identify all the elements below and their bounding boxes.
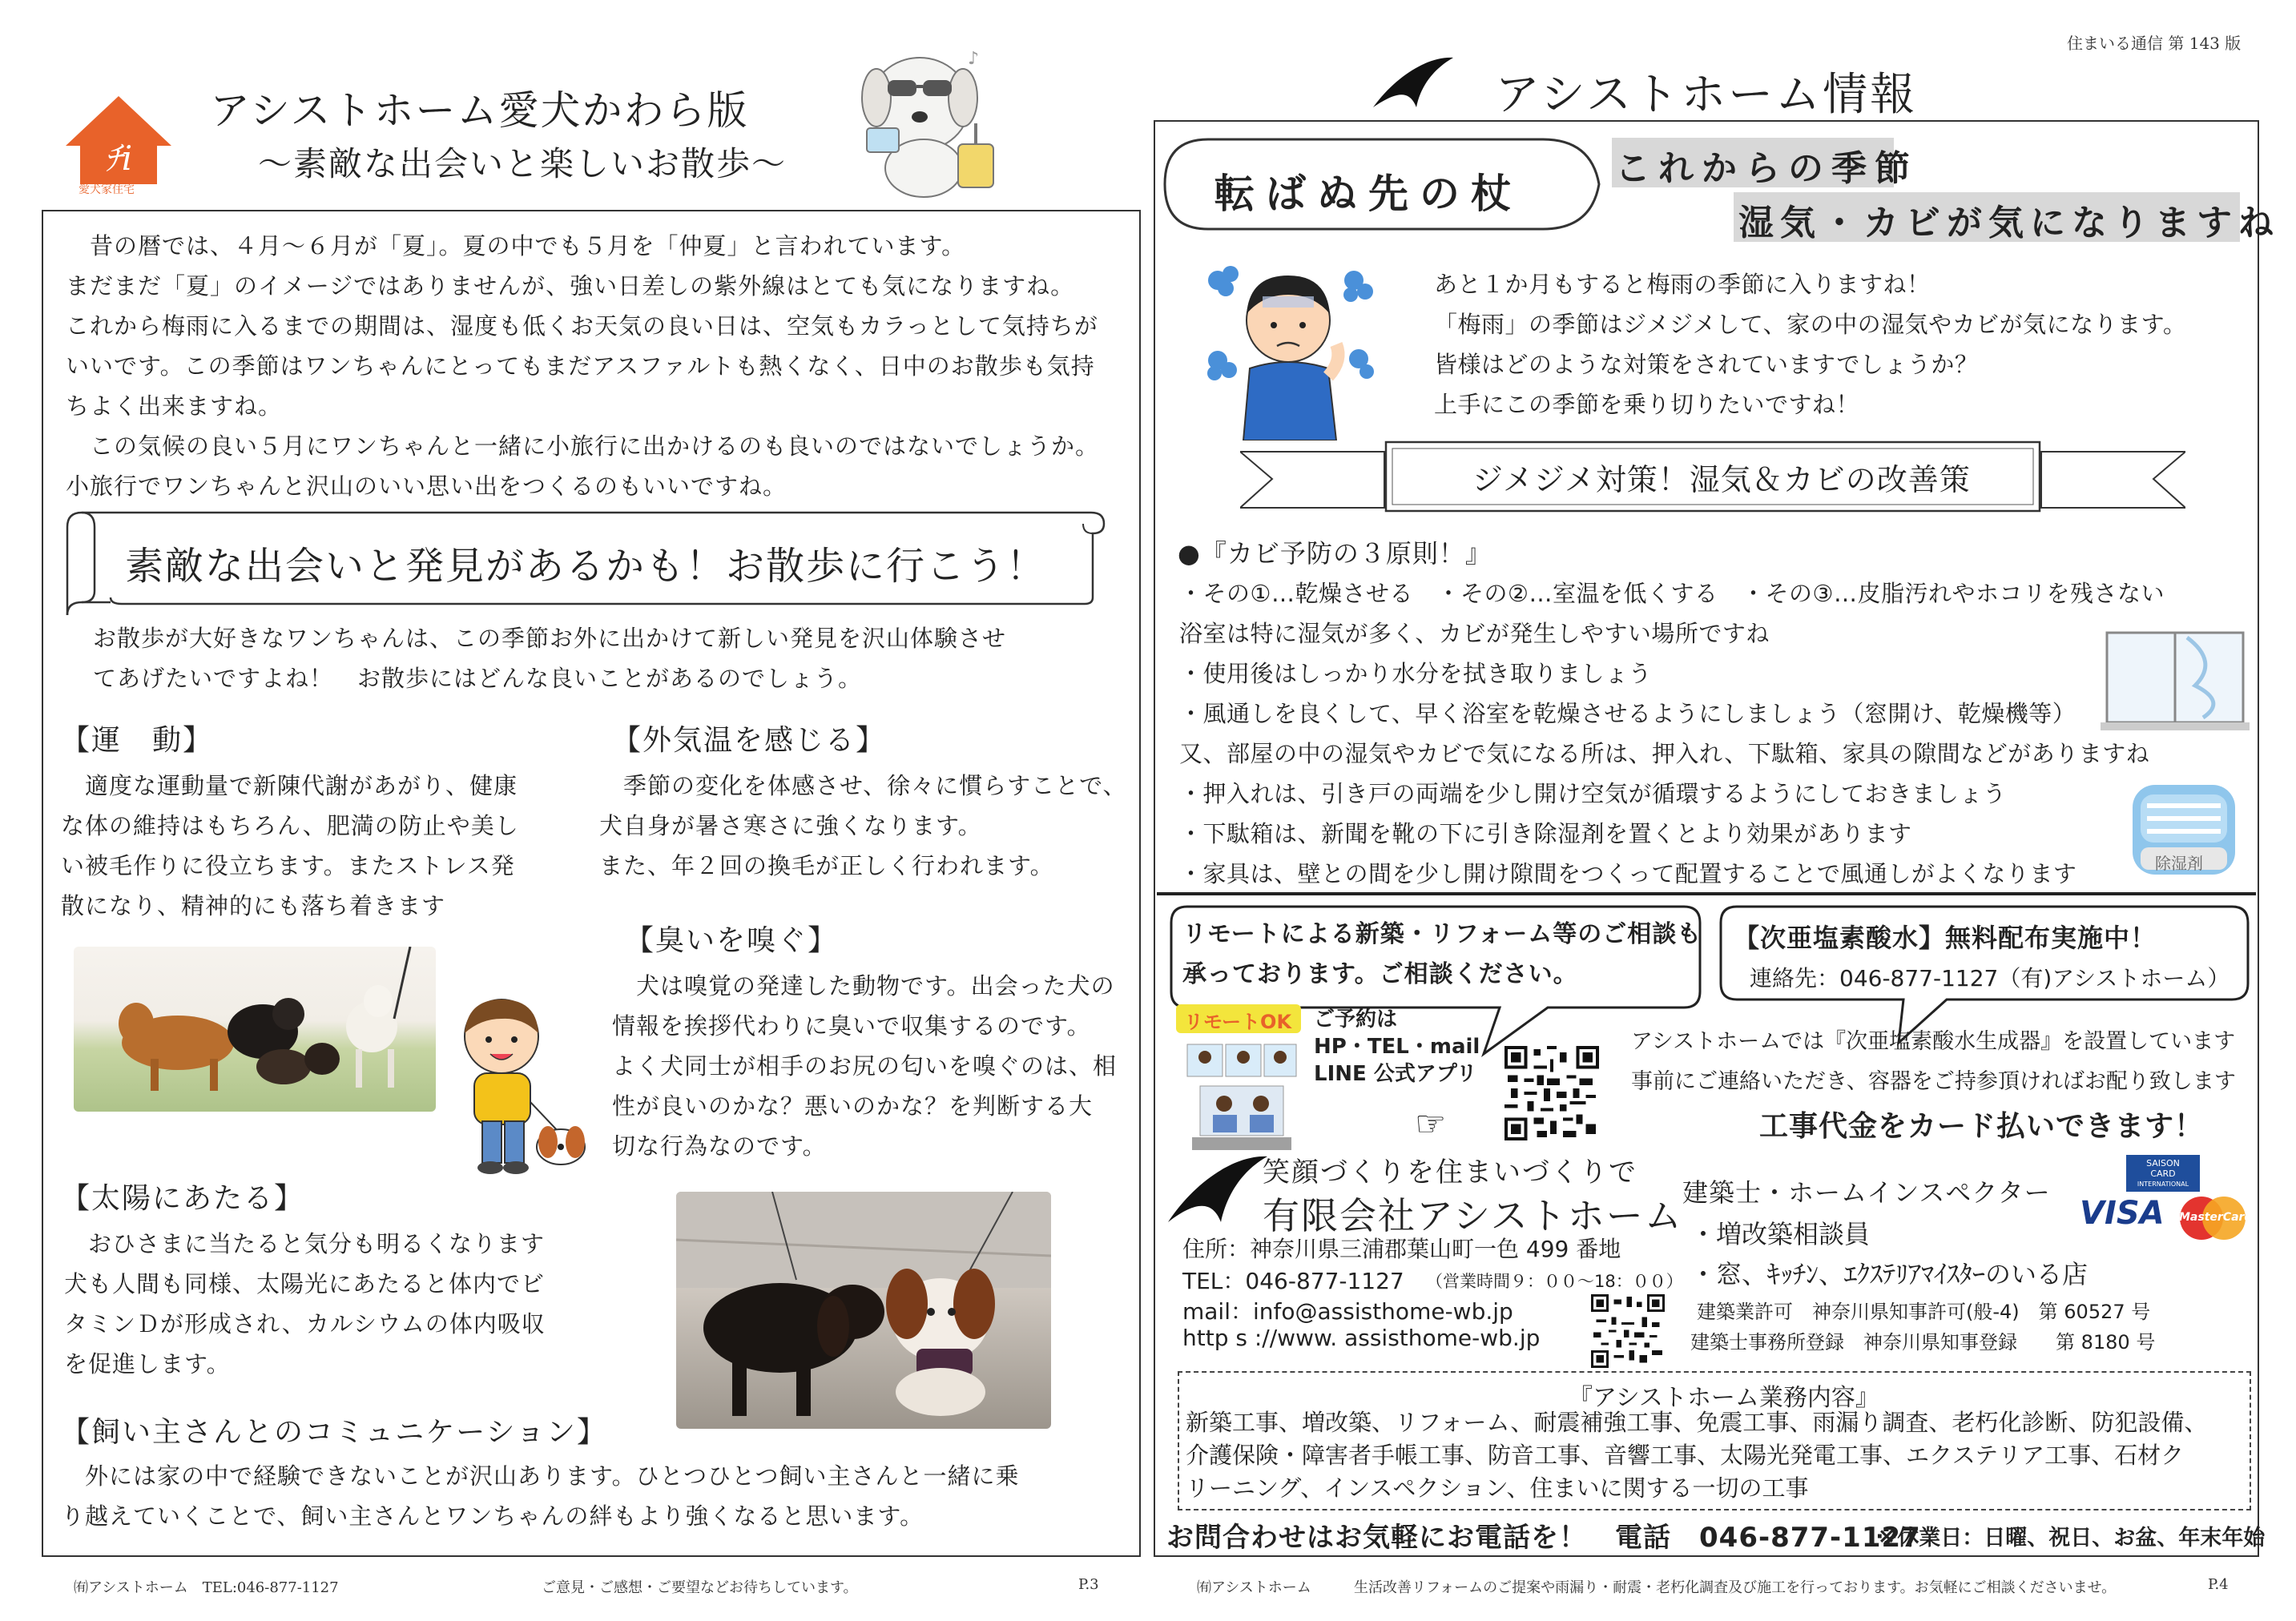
sun-line: を促進します。 bbox=[64, 1350, 231, 1378]
license-construction: 建築業許可 神奈川県知事許可(般-4) 第 60527 号 bbox=[1697, 1301, 2151, 1323]
rule-line: ・その①…乾燥させる ・その②…室温を低くする ・その③…皮脂汚れやホコリを残さない bbox=[1179, 580, 2165, 607]
svg-text:ﾁi: ﾁi bbox=[104, 139, 133, 178]
divider bbox=[1157, 892, 2256, 895]
qualification-item: ・増改築相談員 bbox=[1690, 1219, 1871, 1249]
company-mail[interactable]: mail：info@assisthome-wb.jp bbox=[1182, 1298, 1513, 1325]
walk-intro-line: お散歩が大好きなワンちゃんは、この季節お外に出かけて新しい発見を沢山体験させ bbox=[93, 625, 1007, 652]
exercise-text bbox=[61, 766, 519, 926]
sweating-man-illustration bbox=[1202, 256, 1378, 440]
logo-caption: 愛犬家住宅 bbox=[79, 183, 135, 196]
smell-heading: 【臭いを嗅ぐ】 bbox=[625, 924, 839, 957]
travel-dog-illustration bbox=[848, 40, 1008, 200]
temperature-text bbox=[599, 766, 1127, 886]
reservation-line: HP・TEL・mail bbox=[1314, 1035, 1480, 1059]
right-intro-line: 「梅雨」の季節はジメジメして、家の中の湿気やカビが気になります。 bbox=[1434, 311, 2187, 338]
right-intro-line: あと１か月もすると梅雨の季節に入りますね！ bbox=[1434, 271, 1931, 298]
dehumidifier-label: 除湿剤 bbox=[2155, 854, 2203, 873]
mastercard-text: MasterCard bbox=[2179, 1211, 2253, 1224]
communication-text bbox=[61, 1456, 1020, 1536]
company-slogan: 笑顔づくりを住まいづくりで bbox=[1263, 1156, 1637, 1189]
right-intro-line: 皆様はどのような対策をされていますでしょうか？ bbox=[1434, 351, 1979, 378]
left-page-subtitle: ～素敵な出会いと楽しいお散歩～ bbox=[258, 144, 787, 183]
reservation-methods bbox=[1314, 1006, 1480, 1088]
qr-code-icon[interactable] bbox=[1504, 1046, 1599, 1140]
intro-line: ちよく出来ますね。 bbox=[66, 392, 283, 420]
exercise-heading: 【運 動】 bbox=[61, 724, 214, 757]
exercise-line: 散になり、精神的にも落ち着きます bbox=[61, 892, 446, 919]
hypochlorous-text bbox=[1631, 1022, 2236, 1102]
hypochlorous-title: 【次亜塩素酸水】無料配布実施中！ bbox=[1734, 923, 2157, 953]
intro-line: この気候の良い５月にワンちゃんと一緒に小旅行に出かけるのも良いのではないでしょうか。 bbox=[66, 432, 1100, 460]
smell-line: 情報を挨拶代わりに臭いで収集するのです。 bbox=[612, 1012, 1091, 1040]
qualification-item: ・窓、ｷｯﾁﾝ、ｴｸｽﾃﾘｱﾏｲｽﾀｰのいる店 bbox=[1690, 1259, 2089, 1289]
right-page-title: アシストホーム情報 bbox=[1495, 69, 1918, 121]
sun-line: 犬も人間も同様、太陽光にあたると体内でビ bbox=[64, 1270, 546, 1297]
window-illustration bbox=[2099, 629, 2251, 734]
video-meeting-illustration bbox=[1184, 1041, 1299, 1153]
intro-paragraph bbox=[66, 226, 1099, 506]
exercise-line: 適度な運動量で新陳代謝があがり、健康 bbox=[61, 772, 518, 799]
issue-number: 住まいる通信 第 143 版 bbox=[2067, 34, 2242, 53]
sun-text bbox=[64, 1224, 546, 1384]
smell-line: 性が良いのかな？悪いのかな？を判断する大 bbox=[612, 1092, 1094, 1120]
rule-line: ・家具は、壁との間を少し開け隙間をつくって配置することで風通しがよくなります bbox=[1179, 860, 2077, 887]
communication-heading: 【飼い主さんとのコミュニケーション】 bbox=[61, 1416, 607, 1449]
footer-left-page-number: P.3 bbox=[1078, 1576, 1099, 1593]
rules-heading: ●『カビ予防の３原則！』 bbox=[1178, 538, 1492, 569]
right-intro bbox=[1434, 264, 2186, 424]
visa-logo: VISA bbox=[2080, 1195, 2165, 1232]
dogs-sniffing-photo bbox=[676, 1192, 1051, 1429]
saison-logo-line: SAISON bbox=[2146, 1158, 2180, 1168]
remote-line: リモートによる新築・リフォーム等のご相談も bbox=[1182, 920, 1702, 948]
saison-logo-line: INTERNATIONAL bbox=[2137, 1181, 2189, 1188]
company-logo-icon bbox=[1165, 1153, 1271, 1225]
dogs-playing-photo bbox=[74, 947, 436, 1112]
communication-line: 外には家の中で経験できないことが沢山あります。ひとつひとつ飼い主さんと一緒に乗 bbox=[61, 1462, 1020, 1490]
qualification-title: 建築士・ホームインスペクター bbox=[1682, 1177, 2051, 1208]
license-architect: 建築士事務所登録 神奈川県知事登録 第 8180 号 bbox=[1690, 1331, 2156, 1354]
rule-line: ・押入れは、引き戸の両端を少し開け空気が循環するようにしておきましょう bbox=[1179, 780, 2007, 807]
temperature-line: 犬自身が暑さ寒さに強くなります。 bbox=[599, 812, 982, 839]
footer-right-company: ㈲アシストホーム bbox=[1197, 1579, 1311, 1596]
intro-line: これから梅雨に入るまでの期間は、湿度も低くお天気の良い日は、空気もカラっとして気持ちが bbox=[66, 312, 1098, 340]
rule-line: ・使用後はしっかり水分を拭き取りましょう bbox=[1179, 660, 1653, 687]
svg-text:♪: ♪ bbox=[968, 49, 980, 69]
services-line: 介護保険・障害者手帳工事、防音工事、音響工事、太陽光発電工事、エクステリア工事、石材ク bbox=[1186, 1442, 2185, 1469]
footer-right-message: 生活改善リフォームのご提案や雨漏り・耐震・老朽化調査及び施工を行っております。お気軽にご相談くださいませ。 bbox=[1354, 1579, 2117, 1596]
walk-intro-line: てあげたいですよね！ お散歩にはどんな良いことがあるのでしょう。 bbox=[93, 665, 863, 692]
reservation-line: ご予約は bbox=[1314, 1008, 1398, 1032]
remote-bubble-text bbox=[1182, 915, 1702, 995]
boy-walking-dog-illustration bbox=[439, 990, 591, 1179]
saison-card-logo bbox=[2126, 1155, 2200, 1192]
smell-line: 切な行為なのです。 bbox=[612, 1132, 827, 1160]
services-line: 新築工事、増改築、リフォーム、耐震補強工事、免震工事、雨漏り調査、老朽化診断、防犯設備、 bbox=[1186, 1409, 2208, 1436]
company-name: 有限会社アシストホーム bbox=[1263, 1194, 1683, 1237]
season-text-1: これからの季節 bbox=[1615, 148, 1918, 189]
banner-text: 素敵な出会いと発見があるかも！お散歩に行こう！ bbox=[125, 544, 1047, 589]
smell-line: 犬は嗅覚の発達した動物です。出会った犬の bbox=[612, 972, 1115, 1000]
rule-line: 又、部屋の中の湿気やカビで気になる所は、押入れ、下駄箱、家具の隙間などがありますね bbox=[1179, 740, 2150, 767]
remote-ok-text: リモートOK bbox=[1184, 1011, 1292, 1033]
walk-intro bbox=[93, 618, 1006, 698]
house-logo-icon bbox=[62, 90, 175, 194]
reservation-line: LINE 公式アプリ bbox=[1314, 1062, 1477, 1086]
temperature-line: 季節の変化を体感させ、徐々に慣らすことで、 bbox=[599, 772, 1127, 799]
footer-left-message: ご意見・ご感想・ご要望などお待ちしています。 bbox=[542, 1579, 858, 1596]
sun-heading: 【太陽にあたる】 bbox=[61, 1182, 305, 1215]
ribbon-text: ジメジメ対策！湿気＆カビの改善策 bbox=[1472, 462, 1971, 497]
hypochlorous-line: アシストホームでは『次亜塩素酸水生成器』を設置しています bbox=[1631, 1029, 2236, 1054]
sun-line: おひさまに当たると気分も明るくなります bbox=[64, 1230, 546, 1257]
intro-line: 小旅行でワンちゃんと沢山のいい思い出をつくるのもいいですね。 bbox=[66, 473, 787, 500]
company-address: 住所：神奈川県三浦郡葉山町一色 499 番地 bbox=[1182, 1236, 1621, 1262]
hypochlorous-contact: 連絡先：046-877-1127（有)アシストホーム） bbox=[1750, 965, 2230, 992]
contact-bar: お問合わせはお気軽にお電話を！ 電話 046-877-1127 bbox=[1166, 1522, 1921, 1554]
tip-tag-text: 転ばぬ先の杖 bbox=[1214, 170, 1522, 217]
website-qr-code-icon[interactable] bbox=[1591, 1294, 1665, 1368]
services-line: リーニング、インスペクション、住まいに関する一切の工事 bbox=[1186, 1474, 1809, 1502]
services-title: 『アシストホーム業務内容』 bbox=[1569, 1384, 1879, 1412]
right-intro-line: 上手にこの季節を乗り切りたいですね！ bbox=[1434, 391, 1860, 418]
hypochlorous-line: 事前にご連絡いただき、容器をご持参頂ければお配り致します bbox=[1631, 1069, 2236, 1094]
season-text-2: 湿気・カビが気になりますね bbox=[1738, 203, 2280, 243]
temperature-line: また、年２回の換毛が正しく行われます。 bbox=[599, 852, 1054, 879]
remote-line: 承っております。ご相談ください。 bbox=[1182, 960, 1578, 988]
left-page-title: アシストホーム愛犬かわら版 bbox=[210, 87, 749, 134]
holiday-notice: ※休業日：日曜、祝日、お盆、年末年始 bbox=[1876, 1526, 2266, 1551]
assisthome-logo-icon bbox=[1370, 54, 1458, 111]
sun-line: タミンＤが形成され、カルシウムの体内吸収 bbox=[64, 1310, 546, 1337]
card-payment-notice: 工事代金をカード払いできます！ bbox=[1759, 1110, 2205, 1143]
rules-list bbox=[1179, 573, 2165, 894]
saison-logo-line: CARD bbox=[2150, 1168, 2176, 1179]
pointing-hand-icon: ☞ bbox=[1415, 1104, 1447, 1144]
business-hours: （営業時間９：００～18：００） bbox=[1426, 1272, 1683, 1291]
company-tel: TEL：046-877-1127 bbox=[1182, 1268, 1404, 1294]
smell-line: よく犬同士が相手のお尻の匂いを嗅ぐのは、相 bbox=[612, 1052, 1118, 1080]
intro-line: いいです。この季節はワンちゃんにとってもまだアスファルトも熱くなく、日中のお散歩も気持 bbox=[66, 352, 1095, 380]
temperature-heading: 【外気温を感じる】 bbox=[612, 724, 887, 757]
smell-text bbox=[612, 966, 1117, 1166]
exercise-line: な体の維持はもちろん、肥満の防止や美し bbox=[61, 812, 519, 839]
intro-line: 昔の暦では、４月～６月が「夏」。夏の中でも５月を「仲夏」と言われています。 bbox=[66, 232, 966, 259]
exercise-line: い被毛作りに役立ちます。またストレス発 bbox=[61, 852, 515, 879]
company-url[interactable]: http s ://www. assisthome-wb.jp bbox=[1182, 1325, 1541, 1351]
communication-line: り越えていくことで、飼い主さんとワンちゃんの絆もより強くなると思います。 bbox=[61, 1502, 924, 1530]
rule-line: ・風通しを良くして、早く浴室を乾燥させるようにしましょう（窓開け、乾燥機等） bbox=[1179, 700, 2076, 727]
rule-line: 浴室は特に湿気が多く、カビが発生しやすい場所ですね bbox=[1179, 620, 1770, 647]
services-text bbox=[1186, 1406, 2207, 1505]
footer-right-page-number: P.4 bbox=[2208, 1576, 2229, 1593]
intro-line: まだまだ「夏」のイメージではありませんが、強い日差しの紫外線はとても気になりますね。 bbox=[66, 272, 1075, 300]
footer-left-company: ㈲アシストホーム TEL:046-877-1127 bbox=[74, 1579, 339, 1596]
rule-line: ・下駄箱は、新聞を靴の下に引き除湿剤を置くとより効果があります bbox=[1179, 820, 1912, 847]
